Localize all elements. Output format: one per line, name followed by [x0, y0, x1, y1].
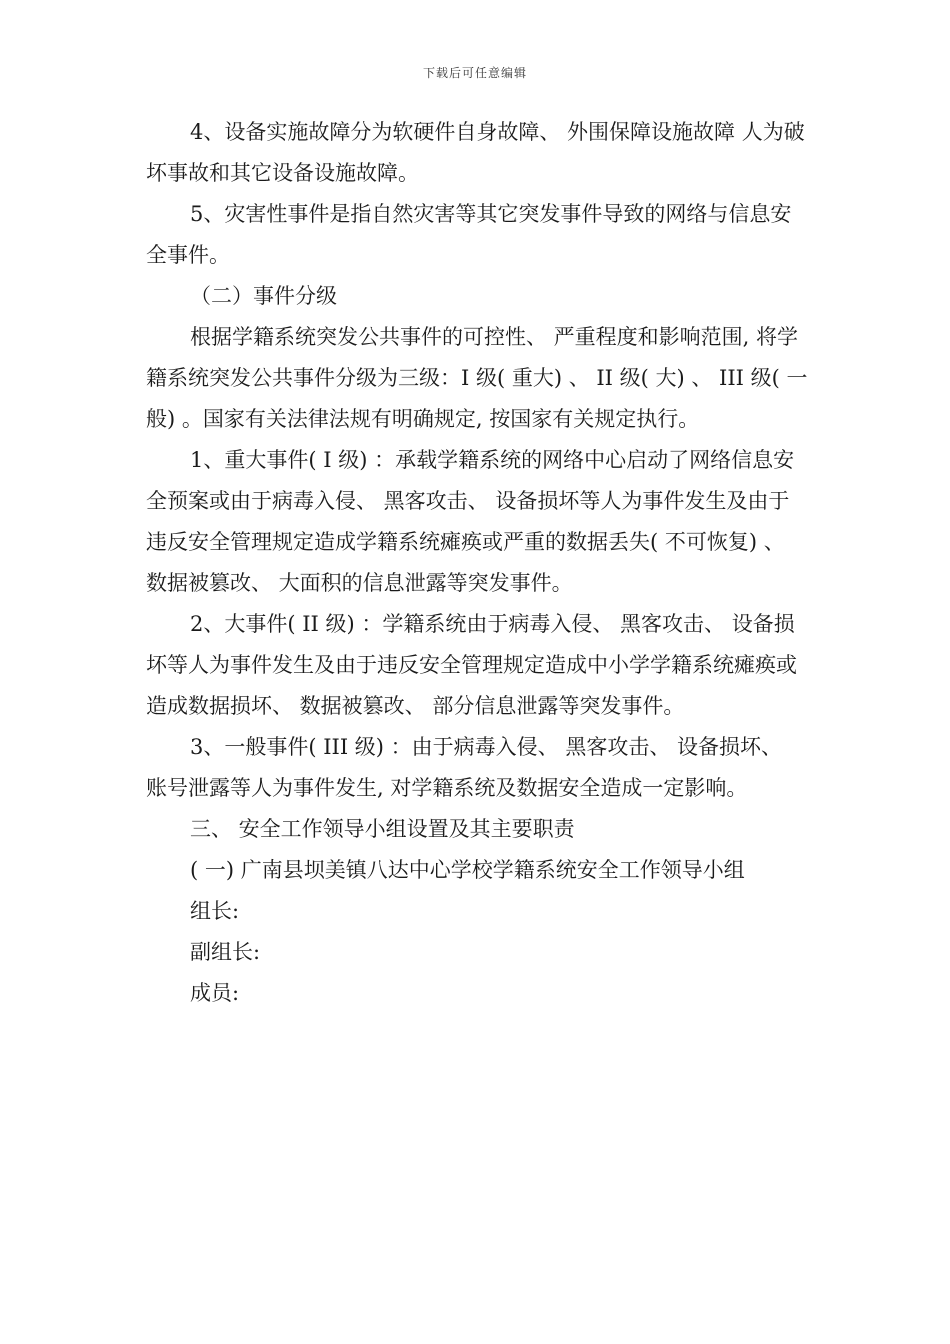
subsection-heading-leadership-group: ( 一) 广南县坝美镇八达中心学校学籍系统安全工作领导小组: [190, 858, 745, 882]
paragraph-grading-overview: 根据学籍系统突发公共事件的可控性、 严重程度和影响范围, 将学籍系统突发公共事件分级为三级：I 级( 重大) 、 II 级( 大) 、 III 级( 一般) 。国家有关法律法规有明确规定, 按国家有关规定执行。: [146, 325, 808, 431]
field-members: 成员:: [190, 981, 240, 1005]
field-leader: 组长:: [190, 899, 240, 923]
paragraph-equipment-failure: 4、设备实施故障分为软硬件自身故障、 外围保障设施故障 人为破坏事故和其它设备设施故障。: [146, 120, 805, 185]
page-header: 下载后可任意编辑: [422, 66, 527, 80]
section-heading-event-grading: （二）事件分级: [190, 284, 337, 308]
section-heading-leadership: 三、 安全工作领导小组设置及其主要职责: [190, 817, 575, 841]
field-deputy-leader: 副组长:: [190, 940, 261, 964]
document-body: [146, 112, 808, 1014]
paragraph-major-event: 1、重大事件( I 级) ：承载学籍系统的网络中心启动了网络信息安全预案或由于病毒入侵、 黑客攻击、 设备损坏等人为事件发生及由于违反安全管理规定造成学籍系统瘫痪或严重的数据丢失( 不可恢复) 、 数据被篡改、 大面积的信息泄露等突发事件。: [146, 448, 795, 595]
paragraph-general-event: 3、一般事件( III 级) ：由于病毒入侵、 黑客攻击、 设备损坏、 账号泄露等人为事件发生, 对学籍系统及数据安全造成一定影响。: [146, 735, 789, 800]
paragraph-disaster-event: 5、灾害性事件是指自然灾害等其它突发事件导致的网络与信息安全事件。: [146, 202, 792, 267]
paragraph-large-event: 2、大事件( II 级) ：学籍系统由于病毒入侵、 黑客攻击、 设备损坏等人为事件发生及由于违反安全管理规定造成中小学学籍系统瘫痪或造成数据损坏、 数据被篡改、 部分信息泄露等突发事件。: [146, 612, 797, 718]
